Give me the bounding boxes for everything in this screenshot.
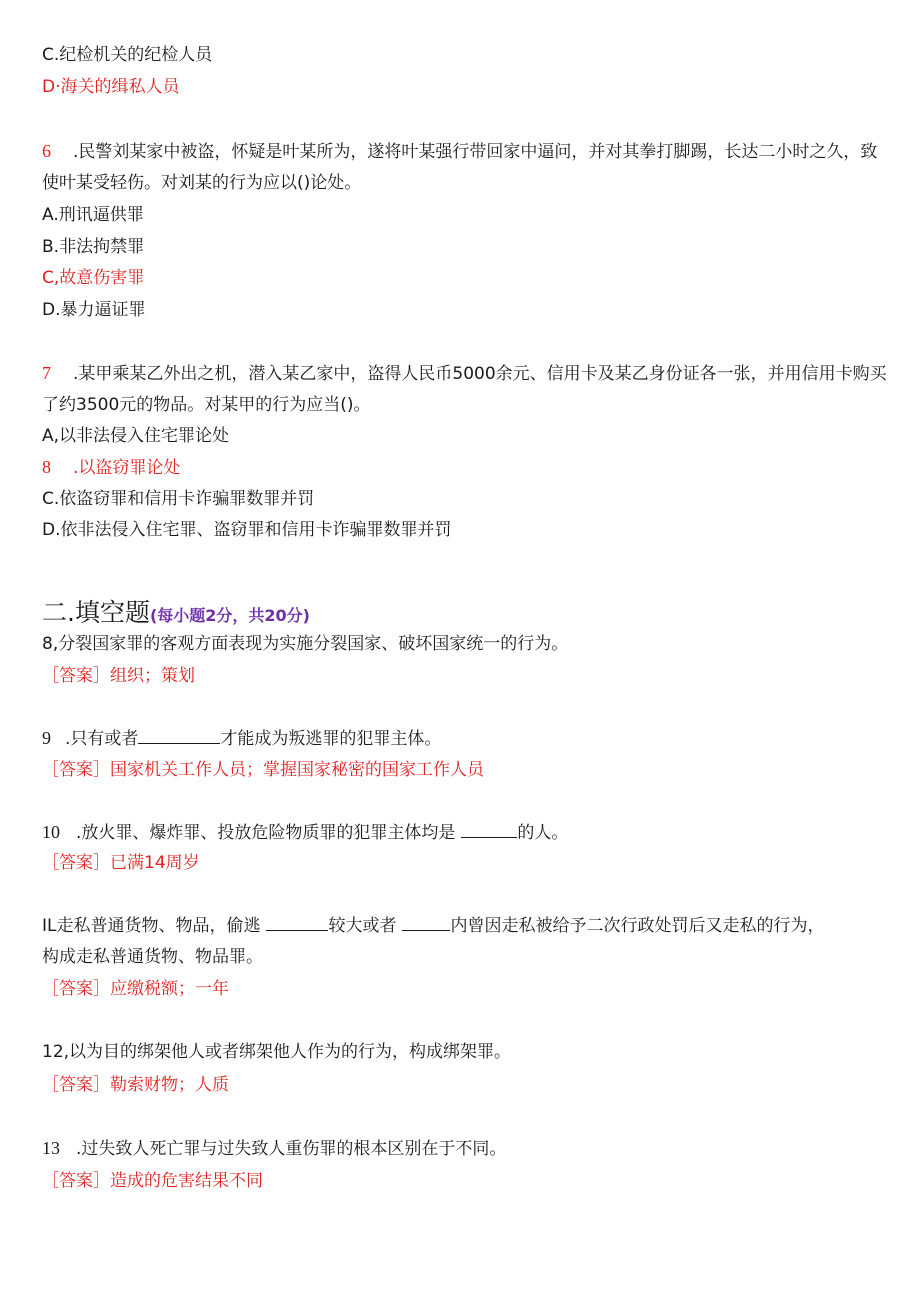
fill-question-9	[42, 727, 441, 750]
option-number: 8	[42, 457, 51, 477]
answer-11: ［答案］应缴税额；一年	[42, 979, 229, 999]
question-text: .某甲乘某乙外出之机，潜入某乙家中，盗得人民币5000余元、信用卡及某乙身份证各一张，并用信用卡购买	[73, 364, 887, 384]
option-c: C.依盗窃罪和信用卡诈骗罪数罪并罚	[42, 489, 315, 509]
option-d: D.暴力逼证罪	[42, 300, 146, 320]
question-text-post: 才能成为叛逃罪的犯罪主体。	[220, 729, 442, 749]
fill-question-13	[42, 1137, 506, 1160]
answer-12: ［答案］勒索财物；人质	[42, 1075, 229, 1095]
question-6-line1	[42, 140, 877, 163]
option-text: .以盗窃罪论处	[73, 458, 181, 478]
fill-question-11-line2: 构成走私普通货物、物品罪。	[42, 947, 263, 967]
question-number: 10	[42, 822, 60, 842]
option-a: A,以非法侵入住宅罪论处	[42, 426, 230, 446]
option-b-correct	[42, 456, 180, 479]
answer-8: ［答案］组织；策划	[42, 666, 195, 686]
question-number: 13	[42, 1138, 60, 1158]
option-c-correct: C,故意伤害罪	[42, 268, 145, 288]
question-text-post: 内曾因走私被给予二次行政处罚后又走私的行为，	[450, 916, 825, 936]
question-6-line2: 使叶某受轻伤。对刘某的行为应以()论处。	[42, 173, 362, 193]
option-c-prev: C.纪检机关的纪检人员	[42, 45, 213, 65]
answer-13: ［答案］造成的危害结果不同	[42, 1171, 263, 1191]
section-title: 二.填空题	[42, 598, 150, 627]
blank	[266, 915, 328, 931]
question-number: 6	[42, 141, 51, 161]
question-text: .过失致人死亡罪与过失致人重伤罪的根本区别在于不同。	[76, 1139, 507, 1159]
question-7-line2: 了约3500元的物品。对某甲的行为应当()。	[42, 395, 371, 415]
fill-question-8: 8,分裂国家罪的客观方面表现为实施分裂国家、破坏国家统一的行为。	[42, 634, 569, 654]
section-note: (每小题2分，共20分)	[149, 606, 310, 625]
question-7-line1	[42, 362, 887, 385]
answer-10: ［答案］已满14周岁	[42, 853, 200, 873]
answer-9: ［答案］国家机关工作人员；掌握国家秘密的国家工作人员	[42, 760, 484, 780]
section-heading	[42, 593, 310, 629]
question-text-pre: IL走私普通货物、物品，偷逃	[42, 916, 261, 936]
question-text-pre: .放火罪、爆炸罪、投放危险物质罪的犯罪主体均是	[76, 823, 456, 843]
fill-question-10	[42, 821, 568, 844]
question-number: 9	[42, 728, 51, 748]
question-text-post: 的人。	[517, 823, 569, 843]
option-d: D.依非法侵入住宅罪、盗窃罪和信用卡诈骗罪数罪并罚	[42, 520, 452, 540]
question-text: .民警刘某家中被盗，怀疑是叶某所为，遂将叶某强行带回家中逼问，并对其拳打脚踢，长达二小时之久，致	[73, 142, 878, 162]
question-text-mid: 较大或者	[328, 916, 397, 936]
blank	[402, 915, 450, 931]
fill-question-12: 12,以为目的绑架他人或者绑架他人作为的行为，构成绑架罪。	[42, 1042, 512, 1062]
blank	[461, 822, 517, 838]
question-number: 7	[42, 363, 51, 383]
option-d-prev-correct: D·海关的缉私人员	[42, 77, 180, 97]
option-a: A.刑讯逼供罪	[42, 205, 144, 225]
fill-question-11-line1	[42, 915, 824, 937]
blank	[138, 728, 220, 744]
option-b: B.非法拘禁罪	[42, 237, 145, 257]
question-text-pre: .只有或者	[65, 729, 139, 749]
